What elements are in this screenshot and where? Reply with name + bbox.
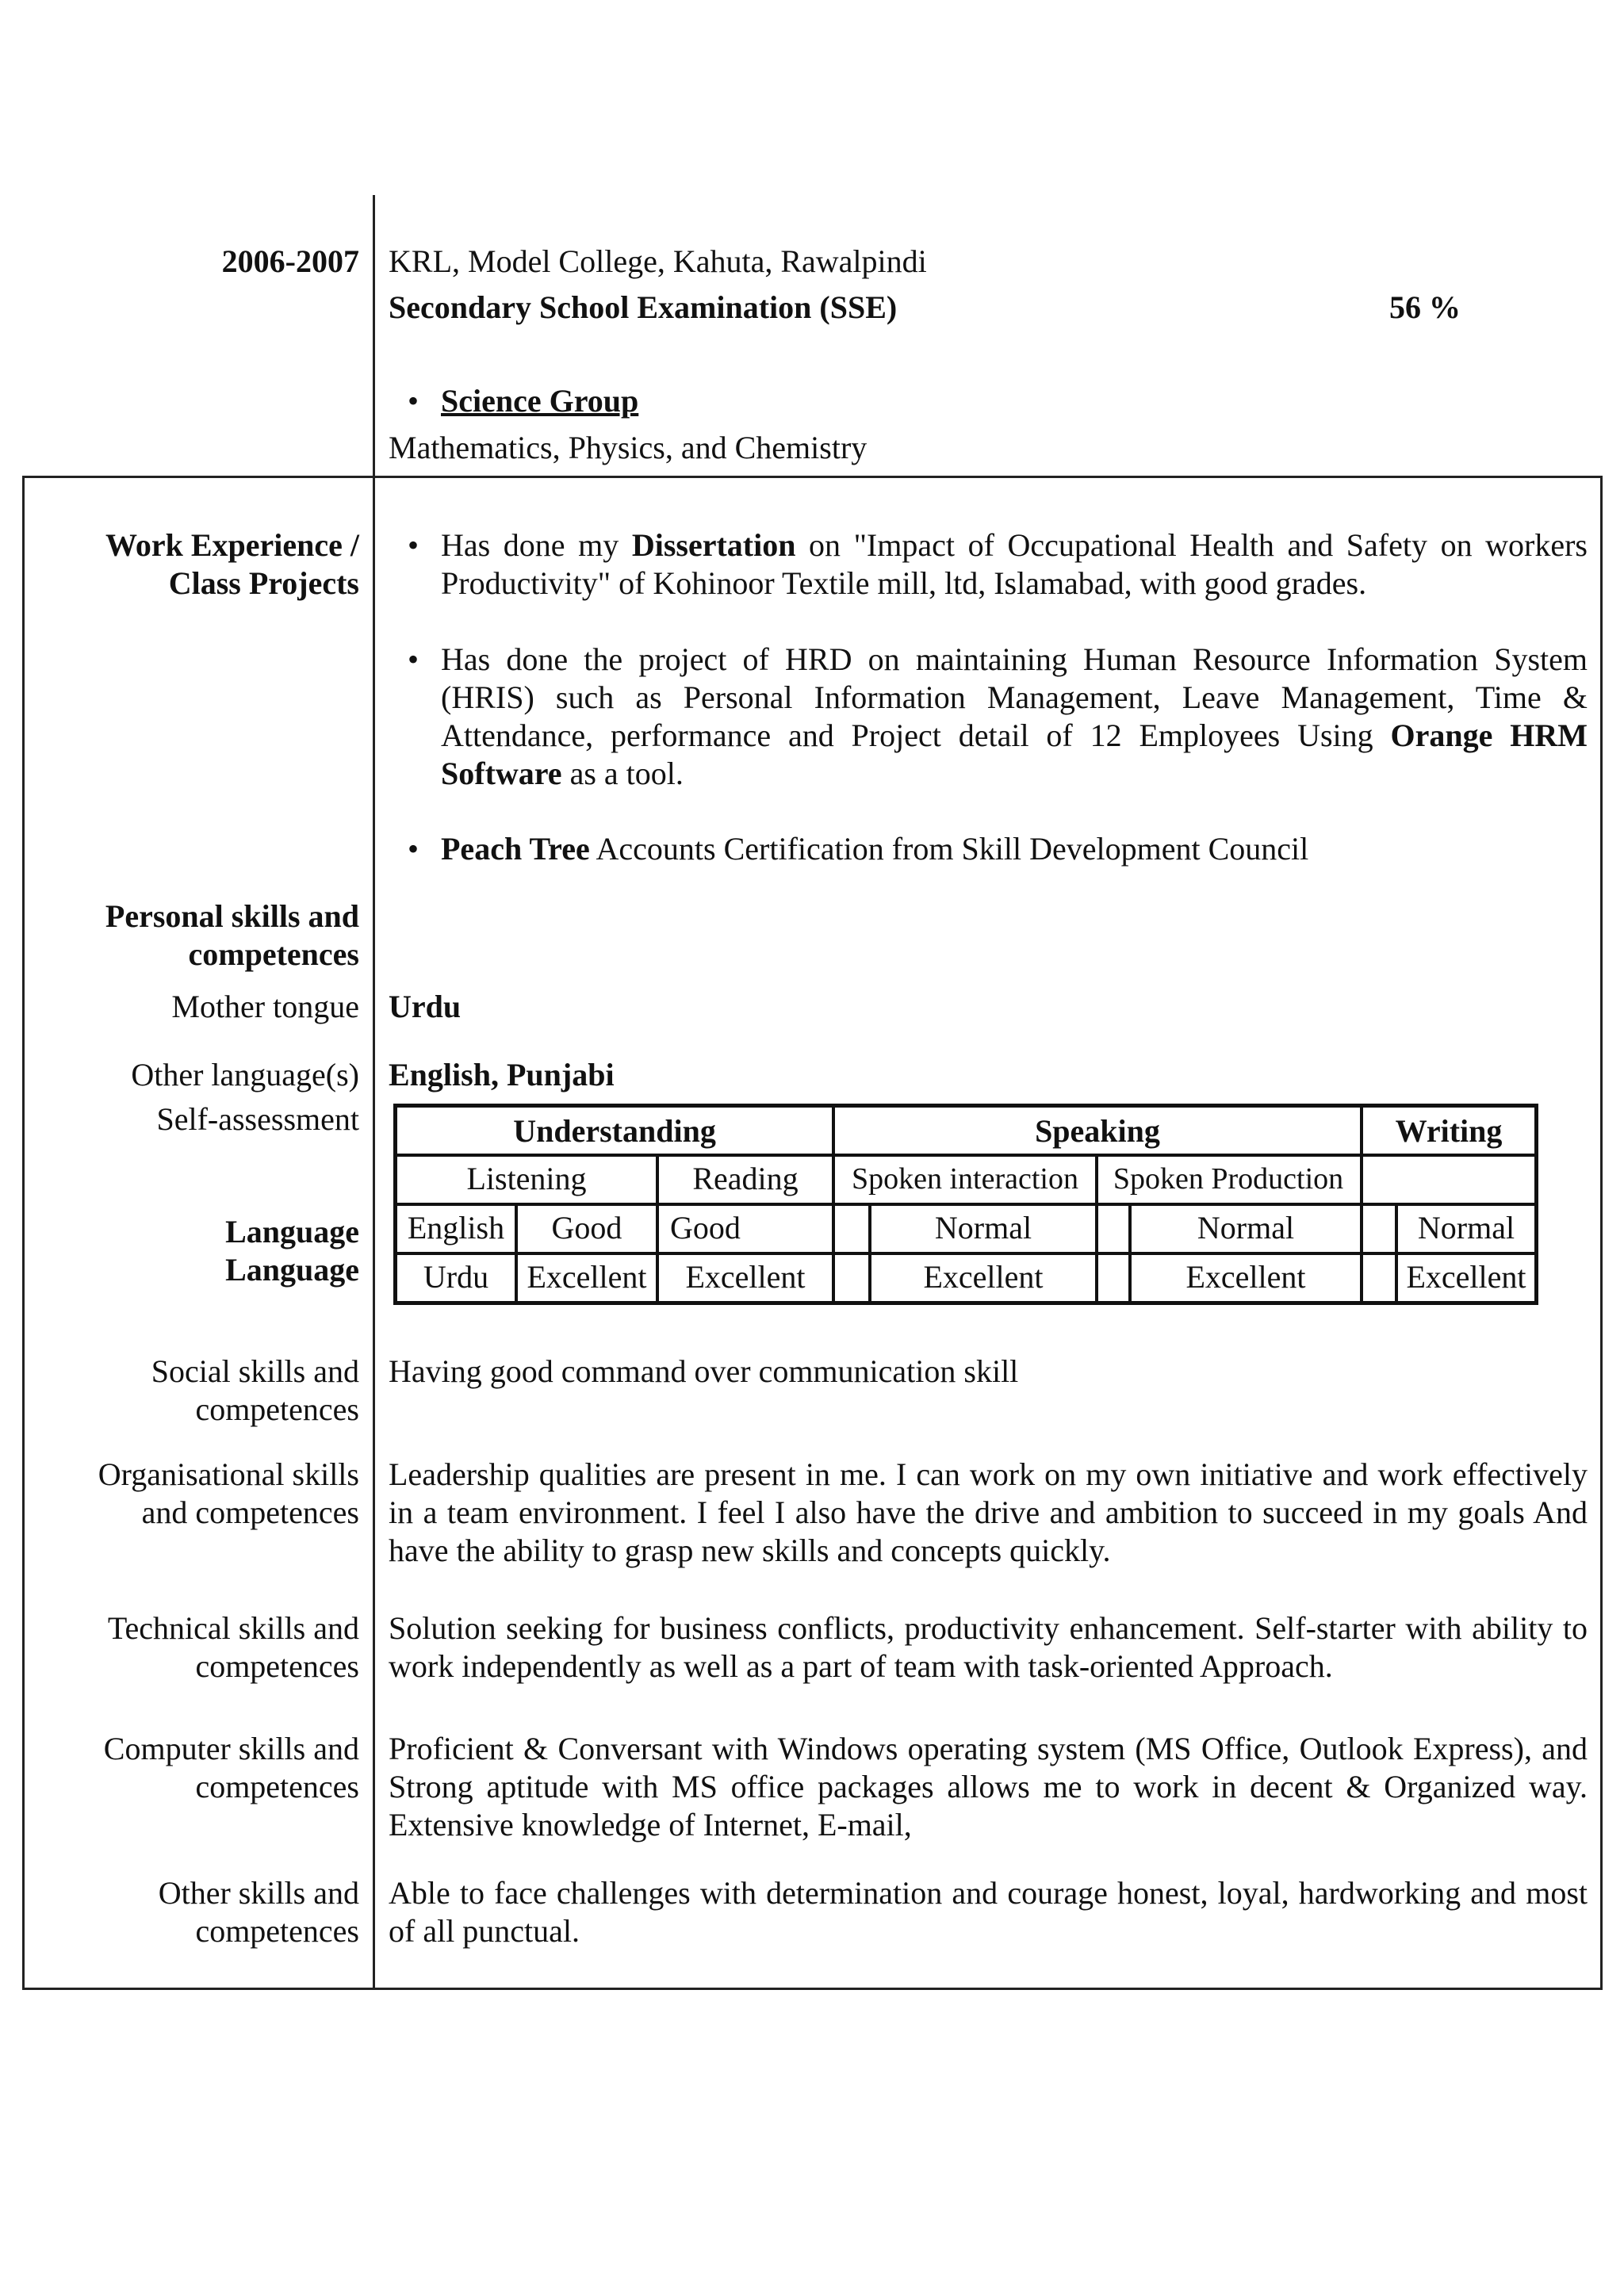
table-row-english-reading: Good <box>670 1210 741 1246</box>
social-text: Having good command over communication skill <box>389 1353 1019 1389</box>
b2-pre: Has done the project of HRD on maintaining Human Resource Information System (HRIS) such as Personal Information Management, Leave Management, Time & Attendance, performance and Project detail of 12 Employees Using <box>441 641 1588 753</box>
table-header-understanding: Understanding <box>513 1113 716 1149</box>
b1-pre: Has done my <box>441 527 632 563</box>
language-label-line1: Language <box>225 1214 359 1249</box>
table-header-reading: Reading <box>692 1161 799 1196</box>
table-row-urdu-production: Excellent <box>1185 1259 1306 1295</box>
computer-label-line2: competences <box>195 1769 359 1804</box>
social-label-line2: competences <box>195 1391 359 1427</box>
tech-label-line1: Technical skills and <box>107 1610 359 1646</box>
other-skills-label-line1: Other skills and <box>158 1875 359 1911</box>
social-label <box>10 1353 359 1429</box>
table-header-speaking: Speaking <box>1035 1113 1160 1149</box>
right-border <box>1600 476 1603 1990</box>
edu-group-bullet <box>441 382 638 420</box>
b3-post: Accounts Certification from Skill Development Council <box>589 831 1309 867</box>
work-bullet-hris <box>441 641 1588 793</box>
other-skills-text: Able to face challenges with determination and courage honest, loyal, hardworking and most of all punctual. <box>389 1875 1588 1949</box>
social-label-line1: Social skills and <box>151 1353 359 1389</box>
mother-tongue-value: Urdu <box>389 989 462 1024</box>
bottom-border <box>22 1988 1603 1990</box>
tech-label <box>10 1609 359 1686</box>
edu-group: Science Group <box>441 383 639 419</box>
table-row-english-listening: Good <box>551 1210 622 1246</box>
work-bullet-peachtree <box>441 830 1308 868</box>
personal-heading-line1: Personal skills and <box>105 898 359 934</box>
edu-subjects: Mathematics, Physics, and Chemistry <box>389 430 868 465</box>
other-skills-label-line2: competences <box>195 1913 359 1949</box>
org-text: Leadership qualities are present in me. I can work on my own initiative and work effectively in a team environment. I feel I also have the drive and ambition to succeed in my goals And have the ability to grasp new skills and concepts quickly. <box>389 1456 1588 1568</box>
computer-label-line1: Computer skills and <box>103 1731 359 1766</box>
table-row-urdu-reading: Excellent <box>685 1259 806 1295</box>
personal-heading-line2: competences <box>188 936 359 972</box>
table-header-spoken-production: Spoken Production <box>1113 1162 1344 1196</box>
edu-score: 56 % <box>1389 289 1461 325</box>
language-table <box>393 1104 1538 1305</box>
edu-institution: KRL, Model College, Kahuta, Rawalpindi <box>389 243 927 279</box>
b2-bold: Orange HRM Software <box>441 718 1588 791</box>
org-label-line1: Organisational skills <box>98 1456 359 1492</box>
personal-heading <box>10 897 359 974</box>
computer-text: Proficient & Conversant with Windows operating system (MS Office, Outlook Express), and Strong aptitude with MS office packages allows me to work in decent & Organized way. Extensive knowledge of Internet, E-mail, <box>389 1731 1588 1843</box>
self-assessment-label: Self-assessment <box>156 1101 359 1137</box>
b1-bold: Dissertation <box>631 527 796 563</box>
edu-years: 2006-2007 <box>221 243 359 279</box>
other-language-label: Other language(s) <box>131 1057 359 1093</box>
table-row-urdu-writing: Excellent <box>1406 1259 1526 1295</box>
table-row-urdu-listening: Excellent <box>527 1259 647 1295</box>
language-label <box>10 1213 359 1289</box>
table-row-english-writing: Normal <box>1417 1210 1515 1246</box>
tech-text: Solution seeking for business conflicts, productivity enhancement. Self-starter with ability to work independently as well as a part of team with task-oriented Approach. <box>389 1610 1588 1684</box>
table-row-english-lang: English <box>407 1210 505 1246</box>
section-divider <box>22 476 1603 478</box>
table-row-english-interaction: Normal <box>934 1210 1032 1246</box>
table-row-urdu-lang: Urdu <box>423 1259 489 1295</box>
other-language-value: English, Punjabi <box>389 1057 615 1093</box>
table-header-writing: Writing <box>1395 1113 1503 1149</box>
table-row-urdu-interaction: Excellent <box>923 1259 1044 1295</box>
table-header-listening: Listening <box>466 1161 587 1196</box>
work-label-line1: Work Experience / <box>105 527 359 563</box>
work-bullet-dissertation <box>441 526 1588 603</box>
work-label-line2: Class Projects <box>168 565 359 601</box>
org-label <box>10 1456 359 1532</box>
computer-label <box>10 1730 359 1806</box>
language-label-line2: Language <box>225 1252 359 1288</box>
b3-bold: Peach Tree <box>441 831 590 867</box>
column-divider <box>373 195 375 1990</box>
tech-label-line2: competences <box>195 1648 359 1684</box>
table-row-english-production: Normal <box>1197 1210 1295 1246</box>
b1-post: on "Impact of Occupational Health and Safety on workers Productivity" of Kohinoor Textile mill, ltd, Islamabad, with good grades. <box>441 527 1588 601</box>
other-skills-label <box>10 1874 359 1950</box>
org-label-line2: and competences <box>141 1494 359 1530</box>
work-label <box>10 526 359 603</box>
b2-post: as a tool. <box>561 756 684 791</box>
mother-tongue-label: Mother tongue <box>171 989 359 1024</box>
table-header-spoken-interaction: Spoken interaction <box>852 1162 1078 1196</box>
edu-exam: Secondary School Examination (SSE) <box>389 289 898 325</box>
